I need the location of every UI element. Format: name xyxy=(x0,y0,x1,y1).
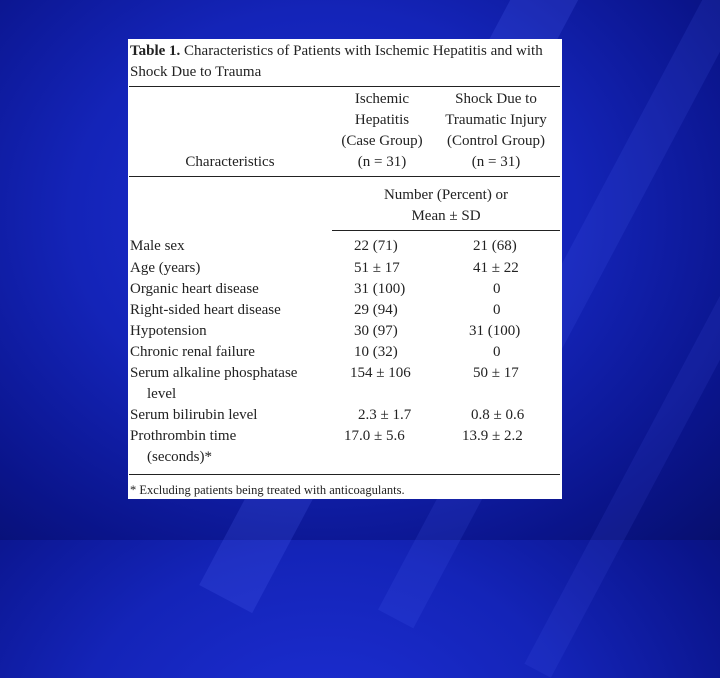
row-case-value: 30 (97) xyxy=(354,323,398,339)
row-control-value: 31 (100) xyxy=(469,323,521,339)
row-label-continuation: level xyxy=(147,386,177,402)
row-label: Right-sided heart disease xyxy=(130,302,281,318)
bottom-rule xyxy=(129,474,560,475)
header-case-group: Ischemic Hepatitis (Case Group) (n = 31) xyxy=(341,91,423,170)
row-label: Serum bilirubin level xyxy=(130,407,258,423)
table-panel xyxy=(128,39,562,499)
row-control-value: 21 (68) xyxy=(473,238,517,254)
header-rule xyxy=(129,176,560,177)
row-case-value: 31 (100) xyxy=(354,281,406,297)
row-label: Chronic renal failure xyxy=(130,344,255,360)
row-case-value: 2.3 ± 1.7 xyxy=(358,407,412,423)
header-characteristics: Characteristics xyxy=(185,154,275,170)
row-control-value: 50 ± 17 xyxy=(473,365,519,381)
subheader-units: Number (Percent) or Mean ± SD xyxy=(383,187,509,224)
row-control-value: 0 xyxy=(493,344,501,360)
top-rule xyxy=(129,86,560,87)
row-case-value: 154 ± 106 xyxy=(350,365,411,381)
footnote: * Excluding patients being treated with anticoagulants. xyxy=(130,483,405,497)
table-title xyxy=(130,41,560,83)
row-case-value: 51 ± 17 xyxy=(354,260,400,276)
row-case-value: 10 (32) xyxy=(354,344,398,360)
row-label: Serum alkaline phosphatase xyxy=(130,365,298,381)
row-label: Male sex xyxy=(130,238,185,254)
row-control-value: 13.9 ± 2.2 xyxy=(462,428,523,444)
header-control-group: Shock Due to Traumatic Injury (Control Group) (n = 31) xyxy=(445,91,547,170)
row-case-value: 29 (94) xyxy=(354,302,398,318)
row-case-value: 17.0 ± 5.6 xyxy=(344,428,405,444)
row-label: Age (years) xyxy=(130,260,201,276)
row-label-continuation: (seconds)* xyxy=(147,449,212,465)
row-label: Prothrombin time xyxy=(130,428,237,444)
table-title-text: Characteristics of Patients with Ischemic Hepatitis and with Shock Due to Trauma xyxy=(130,43,543,80)
row-control-value: 0.8 ± 0.6 xyxy=(471,407,525,423)
row-control-value: 0 xyxy=(493,302,501,318)
row-case-value: 22 (71) xyxy=(354,238,398,254)
row-label: Hypotension xyxy=(130,323,207,339)
row-label: Organic heart disease xyxy=(130,281,259,297)
row-control-value: 0 xyxy=(493,281,501,297)
subheader-rule xyxy=(332,230,560,231)
table-title-label: Table 1. xyxy=(130,43,181,59)
row-control-value: 41 ± 22 xyxy=(473,260,519,276)
